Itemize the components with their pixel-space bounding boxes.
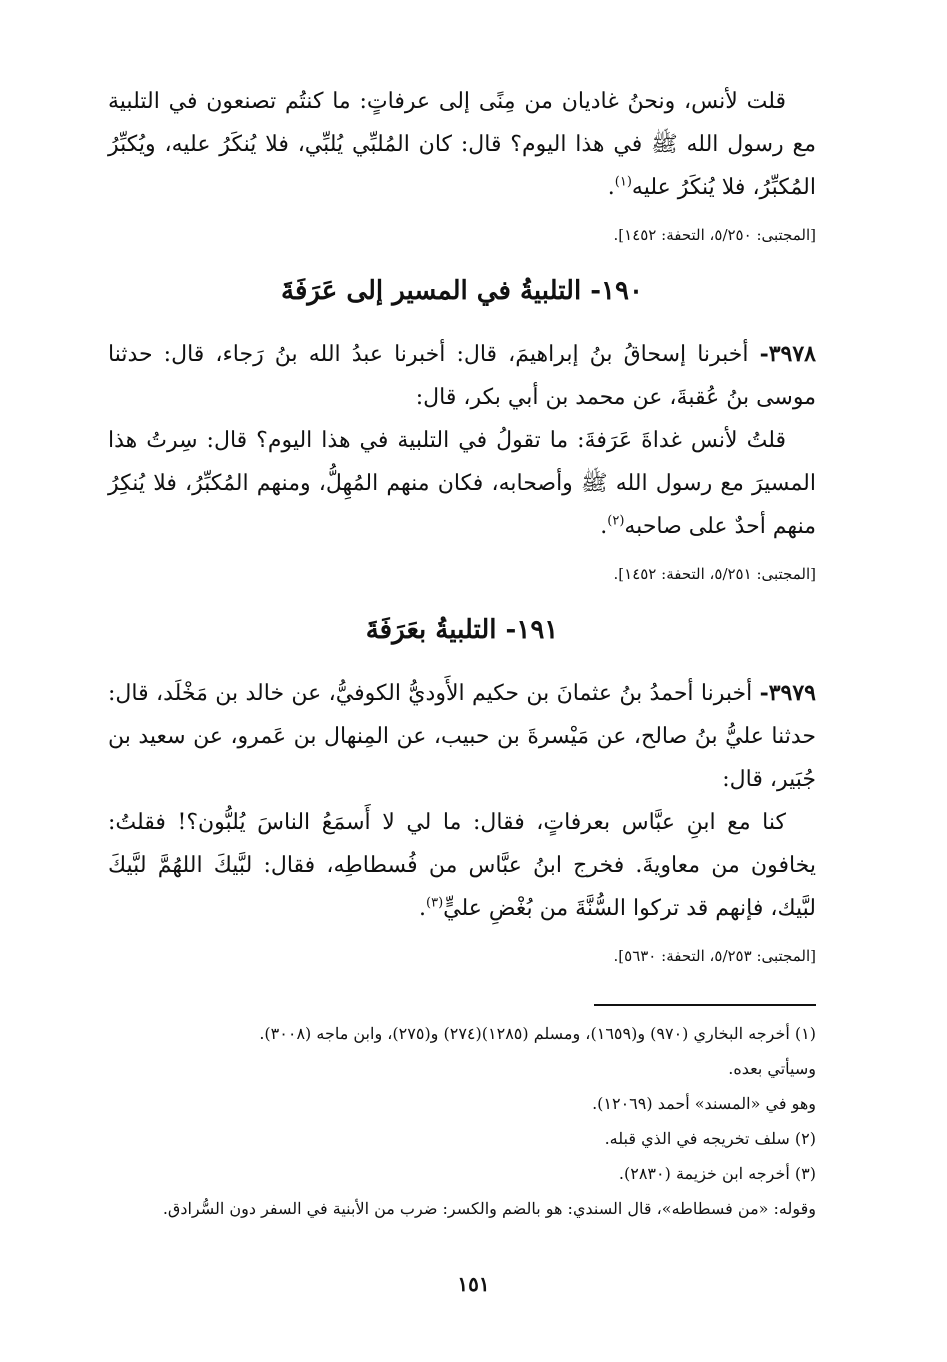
footnote-ref: (٣) — [426, 895, 444, 911]
hadith-matn: كنا مع ابنِ عبَّاس بعرفاتٍ، فقال: ما لي لا أَسمَعُ الناسَ يُلبُّون؟! فقلتُ: يخافون من معاويةَ. فخرج ابنُ عبَّاس من فُسطاطِه، فقال: لبَّيكَ اللهُمَّ لبَّيكَ لبَّيك، فإنهم قد تركوا السُّنَّةَ من بُغْضِ عليٍّ$^{(٣)}$. — [108, 810, 816, 921]
page-body — [108, 80, 816, 1226]
footnotes — [108, 1016, 816, 1226]
hadith-matn: قلت لأنس، ونحنُ غاديان من مِنًى إلى عرفاتٍ: ما كنتُم تصنعون في التلبية مع رسول الله ﷺ في هذا اليوم؟ قال: كان المُلبِّي يُلبِّي، فلا يُنكَرُ عليه، ويُكبِّرُ المُكبِّرُ، فلا يُنكَرُ عليه — [108, 89, 816, 200]
source-reference: [المجتبى: ٥/٢٥٠، التحفة: ١٤٥٢]. — [613, 226, 816, 244]
source-reference: [المجتبى: ٥/٢٥٣، التحفة: ٥٦٣٠]. — [613, 947, 816, 965]
source-reference: [المجتبى: ٥/٢٥١، التحفة: ١٤٥٢]. — [613, 565, 816, 583]
hadith-number: ٣٩٧٨- — [759, 341, 816, 367]
hadith-matn: قلتُ لأنس غداةَ عَرَفةَ: ما تقولُ في التلبية في هذا اليوم؟ قال: سِرتُ هذا المسيرَ مع رسول الله ﷺ وأصحابه، فكان منهم المُهِلُّ، ومنهم المُكبِّرُ، فلا يُنكِرُ منهم أحدٌ على صاحبه$^{(٢)}$. — [108, 428, 816, 539]
footnote-3: (٣) أخرجه ابن خزيمة (٢٨٣٠). — [618, 1164, 816, 1183]
hadith-text-continued: قلت لأنس، ونحنُ غاديان من مِنًى إلى عرفاتٍ: ما كنتُم تصنعون في التلبية مع رسول الله ﷺ في هذا اليوم؟ قال: كان المُلبِّي يُلبِّي، فلا يُنكَرُ عليه، ويُكبِّرُ المُكبِّرُ، فلا يُنكَرُ عليه$^{(١)}$. — [108, 89, 816, 200]
page-number: ١٥١ — [457, 1272, 490, 1296]
footnote-divider — [594, 1004, 816, 1006]
footnote-ref: (٢) — [607, 513, 625, 529]
hadith-number: ٣٩٧٩- — [759, 680, 816, 706]
chapter-heading-191: ١٩١- التلبيةُ بعَرَفَةَ — [365, 615, 559, 645]
footnote-ref: (١) — [614, 174, 632, 190]
footnote-3-continued: وقوله: «من فسطاطه»، قال السندي: هو بالضم والكسر: ضرب من الأبنية في السفر دون السُّرادق. — [162, 1199, 816, 1218]
chapter-heading-190: ١٩٠- التلبيةُ في المسير إلى عَرَفَةَ — [281, 276, 643, 306]
footnote-1: (١) أخرجه البخاري (٩٧٠) و(١٦٥٩)، ومسلم (١٢٨٥)(٢٧٤) و(٢٧٥)، وابن ماجه (٣٠٠٨). — [259, 1024, 816, 1043]
footnote-1-continued: وسيأتي بعده. — [728, 1059, 816, 1078]
footnote-2: (٢) سلف تخريجه في الذي قبله. — [604, 1129, 816, 1148]
hadith-isnad: ٣٩٧٨- أخبرنا إسحاقُ بنُ إبراهيمَ، قال: أخبرنا عبدُ الله بنُ رَجاء، قال: حدثنا موسى بنُ عُقبةَ، عن محمد بن أبي بكر، قال: — [108, 341, 816, 410]
hadith-isnad: ٣٩٧٩- أخبرنا أحمدُ بنُ عثمانَ بن حكيم الأَوديُّ الكوفيُّ، عن خالد بن مَخْلَد، قال: حدثنا عليُّ بنُ صالح، عن مَيْسرةَ بن حبيب، عن المِنهال بن عَمرو، عن سعيد بن جُبَير، قال: — [108, 680, 816, 792]
footnote-1-continued: وهو في «المسند» أحمد (١٢٠٦٩). — [592, 1094, 816, 1113]
